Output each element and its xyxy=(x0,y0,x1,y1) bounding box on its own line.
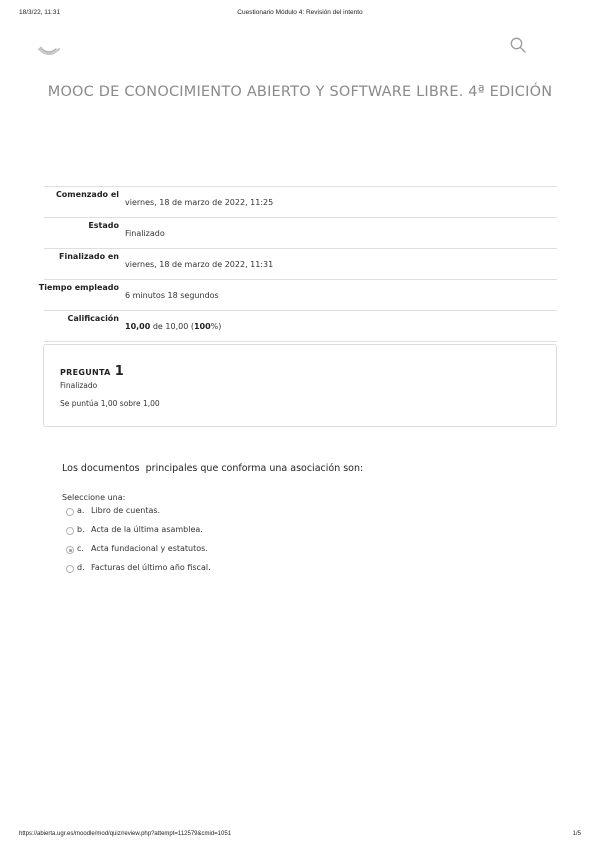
grade-percent: 100 xyxy=(193,322,211,331)
grade-score: 10,00 xyxy=(125,322,151,331)
option-text: Acta de la última asamblea. xyxy=(91,525,203,534)
print-datetime: 18/3/22, 11:31 xyxy=(19,9,61,16)
finished-value: viernes, 18 de marzo de 2022, 11:31 xyxy=(125,260,274,269)
option-letter: d. xyxy=(77,563,85,572)
summary-row-started xyxy=(44,186,557,217)
radio-button-c[interactable] xyxy=(66,546,74,554)
print-page-number: 1/5 xyxy=(572,831,581,837)
grade-label: Calificación xyxy=(67,314,119,323)
time-value: 6 minutos 18 segundos xyxy=(125,291,219,300)
finished-label: Finalizado en xyxy=(59,252,119,261)
question-word: PREGUNTA xyxy=(60,368,111,377)
attempt-summary-table xyxy=(38,186,557,342)
radio-button-a[interactable] xyxy=(66,508,74,516)
state-value: Finalizado xyxy=(125,229,165,238)
grade-of: de 10,00 ( xyxy=(150,322,194,331)
question-info-box xyxy=(43,344,557,427)
started-value: viernes, 18 de marzo de 2022, 11:25 xyxy=(125,198,274,207)
logo-icon[interactable] xyxy=(38,44,60,58)
question-text: Los documentos principales que conforma una asociación son: xyxy=(62,463,364,474)
option-text: Acta fundacional y estatutos. xyxy=(91,544,208,553)
summary-row-state xyxy=(44,217,557,248)
question-state: Finalizado xyxy=(60,381,98,390)
radio-button-d[interactable] xyxy=(66,565,74,573)
search-icon[interactable] xyxy=(509,36,527,54)
question-heading xyxy=(60,360,124,379)
question-grade: Se puntúa 1,00 sobre 1,00 xyxy=(60,399,160,408)
summary-row-time xyxy=(38,279,557,310)
option-text: Libro de cuentas. xyxy=(91,506,161,515)
print-header xyxy=(0,9,600,21)
summary-row-grade xyxy=(44,310,557,342)
print-document-title: Cuestionario Módulo 4: Revisión del intento xyxy=(237,9,363,16)
print-url: https://abierta.ugr.es/moodle/mod/quiz/review.php?attempt=112579&cmid=1051 xyxy=(19,831,232,837)
grade-value xyxy=(125,322,221,331)
option-text: Facturas del último año fiscal. xyxy=(91,563,211,572)
radio-button-b[interactable] xyxy=(66,527,74,535)
state-label: Estado xyxy=(88,221,119,230)
question-number: 1 xyxy=(114,364,124,379)
grade-suffix: %) xyxy=(210,322,222,331)
option-letter: b. xyxy=(77,525,85,534)
answer-prompt: Seleccione una: xyxy=(62,493,126,502)
option-letter: a. xyxy=(77,506,85,515)
started-label: Comenzado el xyxy=(55,190,119,199)
print-footer xyxy=(0,831,600,841)
option-letter: c. xyxy=(77,544,84,553)
summary-row-finished xyxy=(44,248,557,279)
course-title: MOOC DE CONOCIMIENTO ABIERTO Y SOFTWARE LIBRE. 4ª EDICIÓN xyxy=(47,84,553,100)
time-label: Tiempo empleado xyxy=(38,283,119,292)
